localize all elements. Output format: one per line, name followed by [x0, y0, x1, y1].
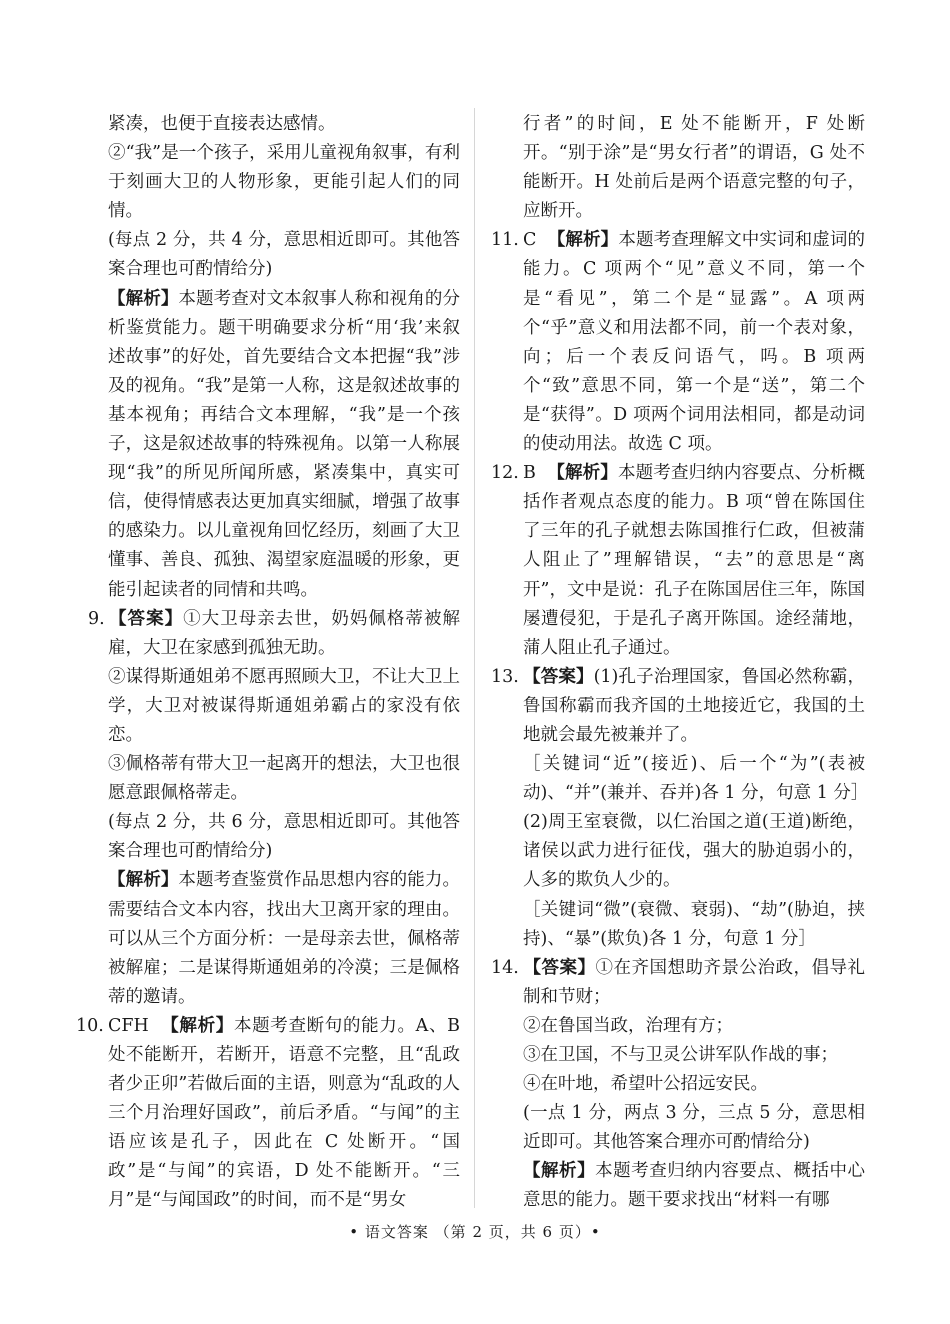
- q12-analysis-text: 本题考查归纳内容要点、分析概括作者观点态度的能力。B 项“曾在陈国住了三年的孔子就想去陈国推行仁政，但被蒲人阻止了”理解错误，“去”的意思是“离开”，文中是说：孔子在陈国居住三年，陈国屡遭侵犯，于是孔子离开陈国。途经蒲地，蒲人阻止孔子通过。: [523, 463, 866, 658]
- q8-point-2: ②“我”是一个孩子，采用儿童视角叙事，有利于刻画大卫的人物形象，更能引起人们的同情。: [108, 143, 460, 222]
- answer-letters: CFH: [108, 1015, 149, 1036]
- column-divider: [474, 108, 475, 1208]
- q8-score-note: (每点 2 分，共 4 分，意思相近即可。其他答案合理也可酌情给分): [108, 230, 460, 280]
- q14-analysis: [523, 1157, 865, 1215]
- q9-answer: [88, 605, 461, 663]
- q9-analysis-text: 本题考查鉴赏作品思想内容的能力。需要结合文本内容，找出大卫离开家的理由。可以从三个方面分析：一是母亲去世，佩格蒂被解雇；二是谋得斯通姐弟的冷漠；三是佩格蒂的邀请。: [108, 870, 460, 1007]
- page-footer: • 语文答案 （第 2 页，共 6 页）•: [349, 1223, 601, 1241]
- q13-part-1: (1)孔子治理国家，鲁国必然称霸，鲁国称霸而我齐国的土地接近它，我国的土地就会最先被兼并了。: [523, 666, 866, 745]
- q8-analysis-text: 本题考查对文本叙事人称和视角的分析鉴赏能力。题干明确要求分析“用‘我’来叙述故事”的好处，首先要结合文本把握“我”涉及的视角。“我”是第一人称，这是叙述故事的基本视角；再结合文本理解，“我”是一个孩子，这是叙述故事的特殊视角。以第一人称展现“我”的所见所闻所感，紧凑集中，真实可信，使得情感表达更加真实细腻，增强了故事的感染力。以儿童视角回忆经历，刻画了大卫懂事、善良、孤独、渴望家庭温暖的形象，更能引起读者的同情和共鸣。: [108, 288, 460, 600]
- right-column: [491, 110, 869, 1216]
- answer-letters: B: [523, 463, 536, 484]
- question-number: 9.: [88, 608, 105, 629]
- q14-point-4: ④在叶地，希望叶公招远安民。: [523, 1074, 768, 1095]
- analysis-tag: 【解析】: [547, 230, 619, 251]
- q13-answer: [491, 663, 866, 750]
- analysis-tag: 【解析】: [108, 288, 179, 309]
- analysis-tag: 【解析】: [108, 870, 179, 891]
- question-number: 14.: [491, 957, 519, 978]
- question-number: 13.: [491, 666, 519, 687]
- q10-analysis-text: 本题考查断句的能力。A、B处不能断开，若断开，语意不完整，且“乱政者少正卯”若做后面的主语，则意为“乱政的人三个月治理好国政”，前后矛盾。“与闻”的主语应该是孔子，因此在 C 处断开。“国政”是“与闻”的宾语，D 处不能断开。“三月”是“与闻国政”的时间，而不是“男女: [108, 1015, 460, 1211]
- q14-point-2: ②在鲁国当政，治理有方；: [523, 1015, 733, 1036]
- question-number: 12.: [491, 463, 519, 484]
- q9-analysis: [108, 866, 460, 1011]
- question-number: 10.: [76, 1015, 104, 1036]
- q13-keywords-1: ［关键词“近”(接近)、后一个“为”(表被动)、“并”(兼并、吞并)各 1 分，句意 1 分］: [523, 754, 869, 804]
- q14-point-1: ①在齐国想助齐景公治政，倡导礼制和节财；: [523, 957, 865, 1007]
- q10-continuation: 行者”的时间，E 处不能断开，F 处断开。“别于涂”是“男女行者”的谓语，G 处不能断开。H 处前后是两个语意完整的句子，应断开。: [523, 114, 865, 222]
- analysis-tag: 【解析】: [161, 1015, 234, 1036]
- q14-answer: [491, 954, 865, 1012]
- analysis-tag: 【解析】: [523, 1161, 596, 1182]
- q14-score-note: (一点 1 分，两点 3 分，三点 5 分，意思相近即可。其他答案合理亦可酌情给分): [523, 1103, 865, 1153]
- q11-answer: [491, 226, 866, 459]
- answer-tag: 【答案】: [523, 666, 594, 687]
- q14-point-3: ③在卫国，不与卫灵公讲军队作战的事；: [523, 1045, 838, 1065]
- q8-continuation: 紧凑，也便于直接表达感情。: [108, 114, 336, 134]
- q10-answer: [76, 1012, 460, 1216]
- q8-analysis: [108, 285, 460, 605]
- q9-point-2: ②谋得斯通姐弟不愿再照顾大卫，不让大卫上学，大卫对被谋得斯通姐弟霸占的家没有依恋。: [108, 666, 460, 745]
- left-column: [76, 110, 461, 1216]
- answer-letters: C: [523, 230, 537, 251]
- analysis-tag: 【解析】: [547, 463, 618, 484]
- answer-tag: 【答案】: [523, 957, 596, 978]
- q9-point-3: ③佩格蒂有带大卫一起离开的想法，大卫也很愿意跟佩格蒂走。: [108, 754, 460, 804]
- q13-keywords-2: ［关键词“微”(衰微、衰弱)、“劫”(胁迫，挟持)、“暴”(欺负)各 1 分，句意 1 分］: [523, 899, 865, 949]
- q11-analysis-text: 本题考查理解文中实词和虚词的能力。C 项两个“见”意义不同，第一个是“看见”，第二个是“显露”。A 项两个“乎”意义和用法都不同，前一个表对象，向；后一个表反问语气，吗。B 项两个“致”意思不同，第一个是“送”，第二个是“获得”。D 项两个词用法相同，都是动词的使动用法。故选 C 项。: [523, 230, 866, 455]
- q13-part-2: (2)周王室衰微，以仁治国之道(王道)断绝，诸侯以武力进行征伐，强大的胁迫弱小的，人多的欺负人少的。: [523, 812, 865, 891]
- question-number: 11.: [491, 230, 519, 251]
- q9-score-note: (每点 2 分，共 6 分，意思相近即可。其他答案合理也可酌情给分): [108, 812, 460, 862]
- q12-answer: [491, 459, 866, 663]
- q9-point-1: ①大卫母亲去世，奶妈佩格蒂被解雇，大卫在家感到孤独无助。: [108, 608, 461, 658]
- answer-tag: 【答案】: [108, 608, 184, 629]
- q14-analysis-text: 本题考查归纳内容要点、概括中心意思的能力。题干要求找出“材料一有哪: [523, 1161, 866, 1211]
